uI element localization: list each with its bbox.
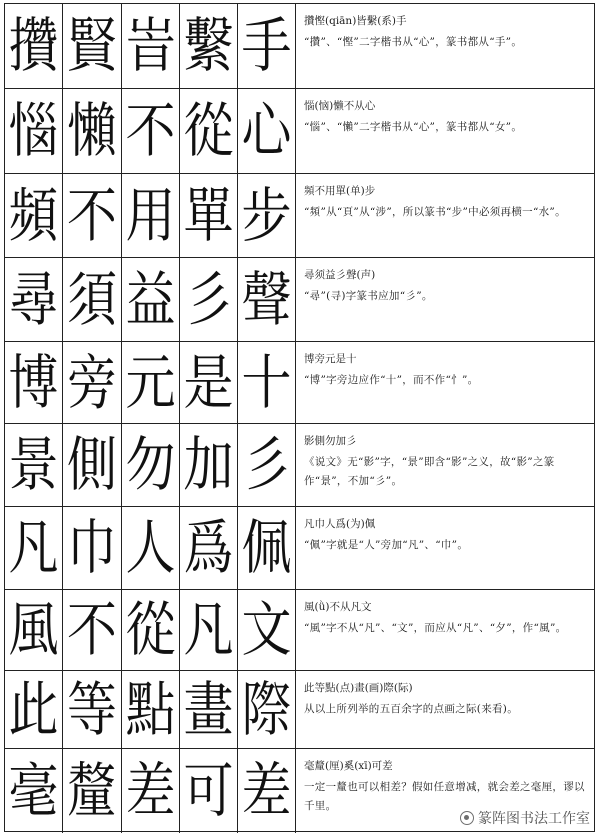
seal-script-cell	[238, 258, 296, 341]
table-row	[5, 342, 594, 424]
verse-explanation: “佩”字就是“人”旁加“凡”、“巾”。	[304, 539, 469, 551]
seal-script-cell	[63, 342, 122, 423]
seal-script-cell	[238, 507, 296, 589]
seal-script-cell	[5, 749, 63, 833]
seal-character: 益	[125, 265, 176, 334]
seal-script-cell	[63, 89, 122, 173]
table-row	[5, 671, 594, 749]
seal-script-cell	[238, 89, 296, 173]
seal-character: 心	[241, 96, 292, 166]
seal-script-cell	[122, 424, 180, 506]
table-row	[5, 4, 594, 89]
seal-character: 是	[183, 348, 234, 417]
seal-script-cell	[180, 590, 238, 670]
seal-character: 此	[8, 675, 59, 744]
seal-script-cell	[5, 507, 63, 589]
seal-script-cell	[5, 4, 63, 88]
annotation-cell	[296, 4, 594, 88]
seal-script-cell	[63, 258, 122, 341]
seal-character: 用	[125, 181, 176, 250]
seal-script-cell	[63, 424, 122, 506]
seal-script-cell	[63, 671, 122, 748]
annotation-cell	[296, 671, 594, 748]
seal-script-cell	[180, 507, 238, 589]
verse-title: 博旁元是十	[304, 353, 357, 365]
seal-script-cell	[180, 174, 238, 257]
table-row	[5, 89, 594, 174]
seal-character: 毫	[8, 756, 59, 826]
seal-character: 步	[241, 181, 292, 250]
seal-character: 爲	[183, 513, 234, 583]
seal-character: 凡	[8, 513, 59, 583]
seal-script-cell	[5, 342, 63, 423]
annotation-cell	[296, 507, 594, 589]
seal-character: 釐	[67, 756, 117, 826]
seal-character: 從	[125, 595, 176, 665]
seal-character: 峕	[125, 11, 176, 81]
seal-character: 彡	[183, 265, 234, 334]
watermark-text: 篆阵图书法工作室	[478, 811, 590, 827]
seal-script-cell	[238, 749, 296, 833]
verse-explanation: “風”字不从“凡”、“文”，而应从“凡”、“夕”，作“風”。	[304, 622, 567, 634]
seal-character: 差	[125, 756, 176, 826]
seal-script-cell	[122, 4, 180, 88]
verse-title: 凡巾人爲(为)佩	[304, 518, 376, 530]
seal-character: 尋	[8, 265, 59, 334]
seal-script-cell	[5, 671, 63, 748]
seal-character: 差	[241, 756, 292, 826]
seal-character: 惱	[8, 96, 59, 166]
seal-script-cell	[238, 174, 296, 257]
seal-script-cell	[122, 671, 180, 748]
calligraphy-table	[4, 3, 595, 832]
seal-script-cell	[238, 424, 296, 506]
verse-explanation: “惱”、“懶”二字楷书从“心”，篆书都从“女”。	[304, 121, 523, 133]
seal-character: 從	[183, 96, 234, 166]
seal-script-cell	[63, 174, 122, 257]
seal-script-cell	[180, 342, 238, 423]
seal-script-cell	[180, 4, 238, 88]
verse-explanation: “頻”从“頁”从“涉”，所以篆书“步”中必须再横一“水”。	[304, 206, 566, 218]
seal-character: 賢	[67, 11, 117, 81]
seal-character: 人	[125, 513, 176, 583]
verse-title: 此等點(点)畫(画)際(际)	[304, 682, 413, 694]
seal-script-cell	[122, 749, 180, 833]
verse-explanation: 一定一釐也可以相差？假如任意增减，就会差之毫厘，谬以千里。	[304, 781, 585, 812]
seal-character: 佩	[241, 513, 292, 583]
seal-script-cell	[122, 89, 180, 173]
seal-script-cell	[63, 590, 122, 670]
seal-character: 勿	[125, 430, 176, 500]
verse-title: 攢慳(qiān)皆繫(系)手	[304, 15, 407, 27]
seal-script-cell	[5, 174, 63, 257]
seal-script-cell	[5, 258, 63, 341]
seal-script-cell	[180, 749, 238, 833]
seal-script-cell	[180, 258, 238, 341]
seal-script-cell	[238, 342, 296, 423]
verse-title: 尋须益彡聲(声)	[304, 269, 376, 281]
seal-character: 彡	[241, 430, 292, 500]
verse-explanation: “尋”(寻)字篆书应加“彡”。	[304, 290, 433, 302]
seal-character: 點	[125, 675, 176, 744]
seal-character: 畫	[183, 675, 234, 744]
seal-character: 巾	[67, 513, 117, 583]
annotation-cell	[296, 590, 594, 670]
seal-character: 聲	[241, 265, 292, 334]
seal-character: 際	[241, 675, 292, 744]
annotation-cell	[296, 258, 594, 341]
table-row	[5, 507, 594, 590]
seal-character: 風	[8, 595, 59, 665]
seal-character: 不	[67, 181, 117, 250]
seal-script-cell	[5, 590, 63, 670]
seal-character: 等	[67, 675, 117, 744]
seal-character: 頻	[8, 181, 59, 250]
verse-title: 影側勿加彡	[304, 435, 357, 447]
seal-character: 繫	[183, 11, 234, 81]
seal-character: 博	[8, 348, 59, 417]
seal-script-cell	[238, 4, 296, 88]
seal-character: 不	[67, 595, 117, 665]
seal-script-cell	[5, 89, 63, 173]
seal-script-cell	[63, 749, 122, 833]
table-row	[5, 258, 594, 342]
seal-script-cell	[180, 671, 238, 748]
verse-title: 頻不用單(单)步	[304, 185, 376, 197]
seal-character: 須	[67, 265, 117, 334]
seal-character: 元	[125, 348, 176, 417]
verse-title: 風(ǜ)不从凡文	[304, 601, 372, 613]
seal-character: 不	[125, 96, 176, 166]
seal-script-cell	[122, 590, 180, 670]
annotation-cell	[296, 424, 594, 506]
table-row	[5, 174, 594, 258]
seal-script-cell	[238, 590, 296, 670]
seal-character: 凡	[183, 595, 234, 665]
seal-script-cell	[5, 424, 63, 506]
verse-explanation: “攢”、“慳”二字楷书从“心”，篆书都从“手”。	[304, 36, 523, 48]
verse-explanation: 从以上所列举的五百余字的点画之际(来看)。	[304, 703, 518, 715]
seal-script-cell	[63, 4, 122, 88]
seal-script-cell	[122, 258, 180, 341]
seal-script-cell	[238, 671, 296, 748]
seal-script-cell	[122, 507, 180, 589]
verse-explanation: “博”字旁边应作“十”，而不作“忄”。	[304, 374, 479, 386]
table-row	[5, 424, 594, 507]
seal-character: 旁	[67, 348, 117, 417]
wechat-icon	[460, 811, 474, 825]
seal-character: 文	[241, 595, 292, 665]
seal-character: 攢	[8, 11, 59, 81]
annotation-cell	[296, 89, 594, 173]
seal-character: 可	[183, 756, 234, 826]
seal-character: 十	[241, 348, 292, 417]
seal-character: 單	[183, 181, 234, 250]
verse-explanation: 《说文》无“影”字，“景”即含“影”之义，故“影”之篆作“景”，不加“彡”。	[304, 456, 555, 487]
seal-script-cell	[122, 174, 180, 257]
seal-character: 側	[67, 430, 117, 500]
seal-script-cell	[180, 424, 238, 506]
seal-character: 手	[241, 11, 292, 81]
seal-character: 景	[8, 430, 59, 500]
seal-script-cell	[63, 507, 122, 589]
verse-title: 惱(恼)懒不从心	[304, 100, 376, 112]
table-row	[5, 590, 594, 671]
watermark	[460, 808, 590, 828]
seal-script-cell	[180, 89, 238, 173]
seal-script-cell	[122, 342, 180, 423]
annotation-cell	[296, 174, 594, 257]
annotation-cell	[296, 342, 594, 423]
seal-character: 加	[183, 430, 234, 500]
verse-title: 毫釐(厘)奚(xī)可差	[304, 760, 393, 772]
seal-character: 懶	[67, 96, 117, 166]
